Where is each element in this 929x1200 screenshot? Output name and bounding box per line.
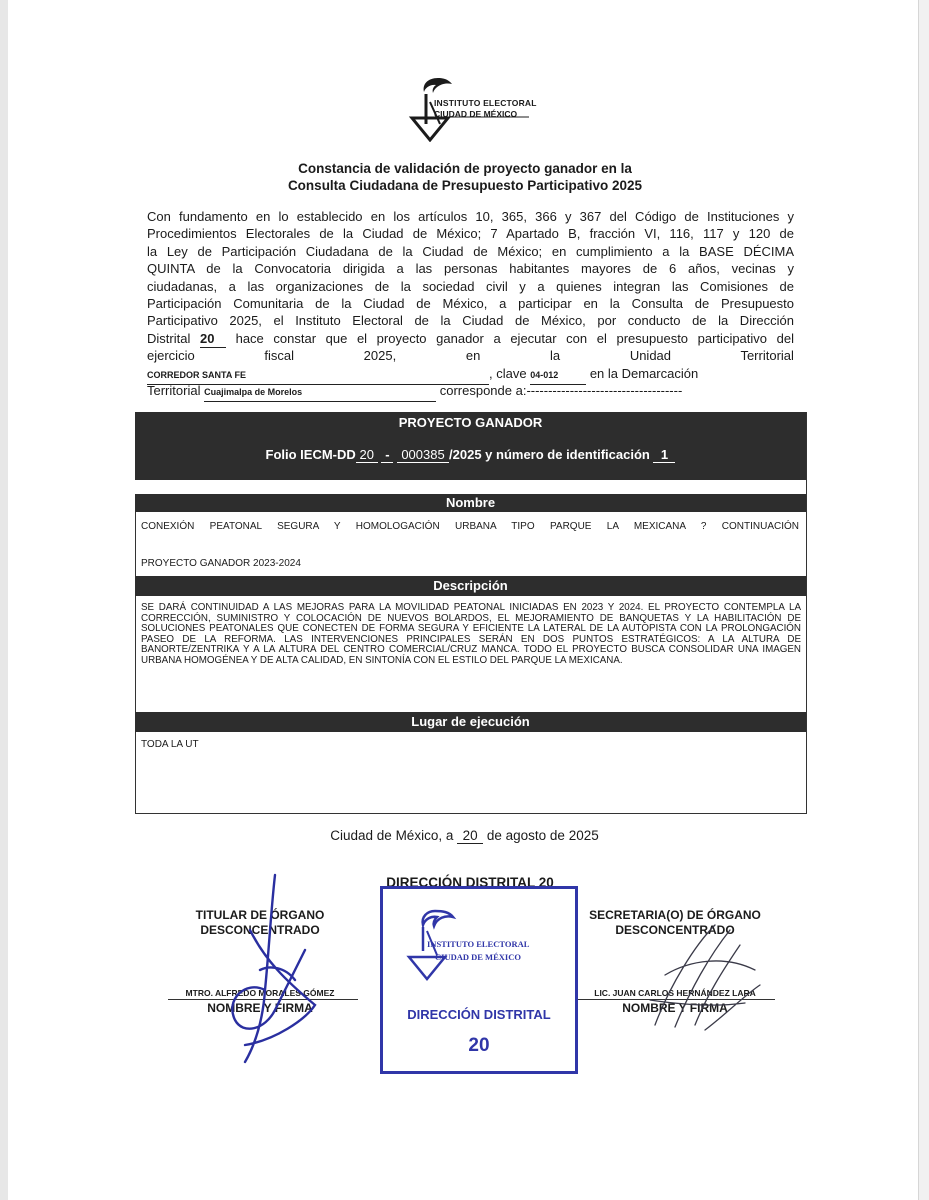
distrital-number: 20 <box>200 330 226 348</box>
lugar-header: Lugar de ejecución <box>135 712 806 732</box>
stamp-number: 20 <box>468 1035 490 1056</box>
iecm-logo <box>404 72 539 142</box>
left-role-line2: DESCONCENTRADO <box>200 923 320 937</box>
folio-dd: 20 <box>356 447 378 463</box>
text: Territorial <box>147 383 201 398</box>
body-line: la Ley de Participación Ciudadana de la Ciudad de México; en cumplimiento a la BASE DÉCIMA <box>147 243 794 259</box>
nombre-line2: PROYECTO GANADOR 2023-2024 <box>141 558 301 569</box>
text: Distrital <box>147 330 191 346</box>
left-caption: NOMBRE Y FIRMA <box>207 1001 313 1015</box>
scan-left-edge <box>0 0 8 1200</box>
left-role-line1: TITULAR DE ÓRGANO <box>195 908 325 922</box>
folio-line <box>135 447 806 463</box>
body-line: Participación Comunitaria de la Ciudad de México, a participar en la Consulta de Presupuesto <box>147 296 794 311</box>
text: corresponde a:------------------------------------ <box>439 383 683 398</box>
word: Unidad <box>629 348 672 364</box>
folio-row <box>135 434 806 480</box>
stamp-line3: DIRECCIÓN DISTRITAL <box>407 1007 551 1022</box>
left-signature-scribble-icon <box>205 870 345 1070</box>
clave-field: 04-012 <box>530 367 586 385</box>
word: en <box>465 348 481 364</box>
folio-dash: - <box>381 447 393 463</box>
word: fiscal <box>264 348 294 364</box>
scan-right-edge <box>918 0 929 1200</box>
direccion-distrital-title: DIRECCIÓN DISTRITAL 20 <box>386 875 554 890</box>
body-line: Con fundamento en lo establecido en los artículos 10, 365, 366 y 367 del Código de Instituciones y <box>147 209 794 224</box>
stamp-line1: INSTITUTO ELECTORAL <box>427 939 530 949</box>
body-line-ejercicio <box>147 347 794 364</box>
word: 2025, <box>363 348 397 364</box>
nombre-header: Nombre <box>135 494 806 512</box>
nombre-line1: CONEXIÓN PEATONAL SEGURA Y HOMOLOGACIÓN URBANA TIPO PARQUE LA MEXICANA ? CONTINUACIÓN <box>141 521 799 532</box>
folio-id: 1 <box>653 447 675 463</box>
text: , clave <box>489 365 527 381</box>
left-signer-name: MTRO. ALFREDO MORALES GÓMEZ <box>185 988 335 998</box>
folio-suffix: /2025 y número de identificación <box>449 447 650 462</box>
place-day: 20 <box>457 828 483 844</box>
word: la <box>550 348 561 364</box>
body-line-demarcacion <box>147 382 794 402</box>
lugar-text: TODA LA UT <box>141 739 199 750</box>
body-line: Participativo 2025, el Instituto Electoral de la Ciudad de México, por conducto de la Dirección <box>147 313 794 329</box>
place-date <box>0 828 929 844</box>
right-signer-name: LIC. JUAN CARLOS HERNÁNDEZ LARA <box>594 988 756 998</box>
place-prefix: Ciudad de México, a <box>330 828 454 843</box>
demarcacion-field: Cuajimalpa de Morelos <box>204 384 436 402</box>
body-line-distrital <box>147 330 794 348</box>
right-caption: NOMBRE Y FIRMA <box>622 1001 728 1015</box>
right-role-line2: DESCONCENTRADO <box>615 923 735 937</box>
official-stamp <box>380 886 578 1074</box>
folio-prefix: Folio IECM-DD <box>265 447 356 462</box>
body-line: Procedimientos Electorales de la Ciudad de México; 7 Apartado B, fracción VI, 116, 117 y 120 de <box>147 226 794 242</box>
descripcion-header: Descripción <box>135 576 806 596</box>
spacer <box>135 480 806 494</box>
text: en la Demarcación <box>589 365 699 381</box>
title-line2: Consulta Ciudadana de Presupuesto Participativo 2025 <box>287 178 643 193</box>
right-signature-scribble-icon <box>635 915 775 1045</box>
unidad-territorial-field: CORREDOR SANTA FE <box>147 367 489 385</box>
right-role-line1: SECRETARIA(O) DE ÓRGANO <box>589 908 761 922</box>
body-line: QUINTA de la Convocatoria dirigida a las personas habitantes mayores de 6 años, vecinas y <box>147 261 794 277</box>
folio-number: 000385 <box>397 447 449 463</box>
logo-text-line1: INSTITUTO ELECTORAL <box>434 98 537 108</box>
word: ejercicio <box>147 348 195 364</box>
title-line1: Constancia de validación de proyecto ganador en la <box>298 161 632 176</box>
body-line: ciudadanas, a las organizaciones de la sociedad civil y a quienes integran las Comisiones de <box>147 278 794 294</box>
descripcion-text: SE DARÁ CONTINUIDAD A LAS MEJORAS PARA LA MOVILIDAD PEATONAL INICIADAS EN 2023 Y 2024. EL PROYECTO CONTEMPLA LA CORRECCIÓN, SUMINISTRO Y COLOCACIÓN DE NUEVOS BOLARDOS, EL MEJORAMIENTO DE BANQUETAS Y LA HABILITACIÓN DE SOLUCIONES PEATONALES QUE CONECTEN DE FORMA SEGURA Y EFICIENTE LA LATERAL DE LA AUTOPISTA CON LA PROLONGACIÓN PASEO DE LA REFORMA. LAS INTERVENCIONES PRINCIPALES SERÁN EN DOS PUNTOS ESTRATÉGICOS: A LA ALTURA DE BANORTE/ZENTRIKA Y A LA ALTURA DEL CENTRO COMERCIAL/CRUZ MANCA. TODO EL PROYECTO BUSCA CONSOLIDAR UNA IMAGEN URBANA HOMOGÉNEA Y DE ALTA CALIDAD, EN SINTONÍA CON EL ESTILO DEL PARQUE LA MEXICANA. <box>141 602 801 666</box>
logo-text-line2: CIUDAD DE MÉXICO <box>434 109 518 119</box>
place-suffix: de agosto de 2025 <box>486 828 599 843</box>
document-title <box>150 160 780 194</box>
word: Territorial <box>740 348 794 364</box>
proyecto-ganador-header: PROYECTO GANADOR <box>135 412 806 434</box>
text: hace constar que el proyecto ganador a ejecutar con el presupuesto participativo del <box>235 330 794 346</box>
stamp-line2: CIUDAD DE MÉXICO <box>435 952 521 962</box>
